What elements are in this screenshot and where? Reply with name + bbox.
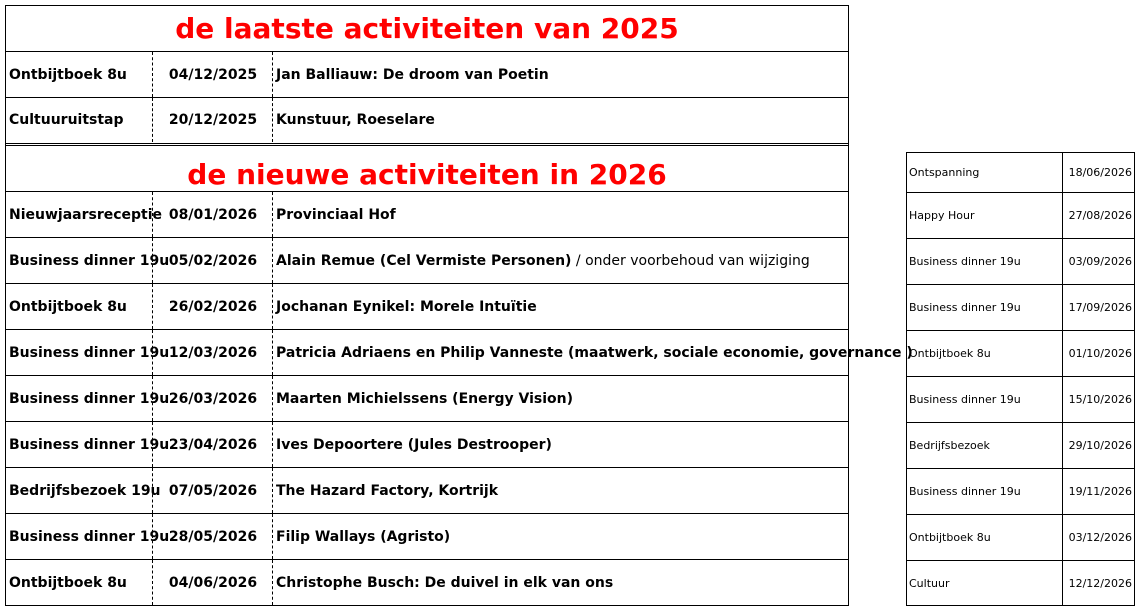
side-activity-type: Business dinner 19u [909,393,1021,406]
side-activity-date: 27/08/2026 [1062,193,1134,238]
table-row [907,284,1134,330]
table-row [6,192,848,237]
table-row [907,422,1134,468]
activity-type: Business dinner 19u [9,252,170,269]
activity-description [272,560,848,605]
description-text: Alain Remue (Cel Vermiste Personen) [276,252,572,269]
side-activity-date: 15/10/2026 [1062,377,1134,422]
description-text: Provinciaal Hof [276,206,396,223]
table-row [6,376,848,421]
side-activity-date: 03/09/2026 [1062,239,1134,284]
activity-date: 07/05/2026 [152,468,273,513]
activity-description [272,192,848,237]
activity-type: Business dinner 19u [9,528,170,545]
activity-type: Business dinner 19u [9,436,170,453]
activity-description [272,52,848,97]
table-row [6,330,913,375]
activity-date: 26/02/2026 [152,284,273,329]
table-row [907,153,1134,192]
description-text: Filip Wallays (Agristo) [276,528,451,545]
side-activity-type: Business dinner 19u [909,485,1021,498]
side-activity-type: Cultuur [909,577,950,590]
activity-date: 08/01/2026 [152,192,273,237]
side-activity-date: 17/09/2026 [1062,285,1134,330]
table-row [6,238,848,283]
title-2025: de laatste activiteiten van 2025 [175,12,679,45]
side-activity-type: Ontbijtboek 8u [909,531,991,544]
side-schedule-table [906,152,1135,606]
activity-date: 28/05/2026 [152,514,273,559]
activity-description [272,376,848,421]
table-row [6,468,848,513]
description-text: Maarten Michielssens (Energy Vision) [276,390,574,407]
table-row [6,52,848,97]
activity-type: Ontbijtboek 8u [9,574,127,591]
side-activity-date: 29/10/2026 [1062,423,1134,468]
activity-description [272,330,913,375]
side-activity-date: 12/12/2026 [1062,561,1134,606]
side-activity-type: Business dinner 19u [909,301,1021,314]
table-row [907,560,1134,606]
description-text: Jan Balliauw: De droom van Poetin [276,66,549,83]
activity-type: Bedrijfsbezoek 19u [9,482,161,499]
activity-date: 20/12/2025 [152,98,273,142]
table-row [6,514,848,559]
side-activity-date: 19/11/2026 [1062,469,1134,514]
activity-description [272,514,848,559]
activity-type: Cultuuruitstap [9,112,124,128]
activity-date: 04/06/2026 [152,560,273,605]
activity-description [272,284,848,329]
description-note: / onder voorbehoud van wijziging [571,252,810,269]
activity-description [272,238,848,283]
activity-description [272,422,848,467]
table-row [6,284,848,329]
description-text: Jochanan Eynikel: Morele Intuïtie [276,298,537,315]
side-activity-type: Ontspanning [909,166,980,179]
table-row [6,560,848,605]
description-text: Kunstuur, Roeselare [276,112,435,128]
table-row [907,376,1134,422]
activity-date: 04/12/2025 [152,52,273,97]
description-text: Patricia Adriaens en Philip Vanneste (maatwerk, sociale economie, governance ) [276,344,913,361]
activity-date: 23/04/2026 [152,422,273,467]
activities-table [5,5,913,606]
activity-type: Business dinner 19u [9,390,170,407]
activity-date: 26/03/2026 [152,376,273,421]
side-activity-date: 03/12/2026 [1062,515,1134,560]
activity-description [272,468,848,513]
activity-type: Business dinner 19u [9,344,170,361]
activity-description [272,98,848,142]
activity-type: Nieuwjaarsreceptie [9,206,163,223]
side-activity-type: Happy Hour [909,209,975,222]
table-row [907,330,1134,376]
activity-date: 05/02/2026 [152,238,273,283]
side-activity-date: 01/10/2026 [1062,331,1134,376]
activity-type: Ontbijtboek 8u [9,66,127,83]
title-2026: de nieuwe activiteiten in 2026 [187,158,667,191]
table-row [6,422,848,467]
table-row [907,192,1134,238]
description-text: The Hazard Factory, Kortrijk [276,482,499,499]
section-divider [6,143,848,146]
description-text: Ives Depoortere (Jules Destrooper) [276,436,552,453]
table-row [907,238,1134,284]
side-activity-type: Business dinner 19u [909,255,1021,268]
activity-date: 12/03/2026 [152,330,273,375]
side-activity-type: Bedrijfsbezoek [909,439,990,452]
table-row [907,468,1134,514]
table-row [907,514,1134,560]
table-row [6,98,848,142]
description-text: Christophe Busch: De duivel in elk van ons [276,574,614,591]
activity-type: Ontbijtboek 8u [9,298,127,315]
side-activity-type: Ontbijtboek 8u [909,347,991,360]
side-activity-date: 18/06/2026 [1062,153,1134,192]
